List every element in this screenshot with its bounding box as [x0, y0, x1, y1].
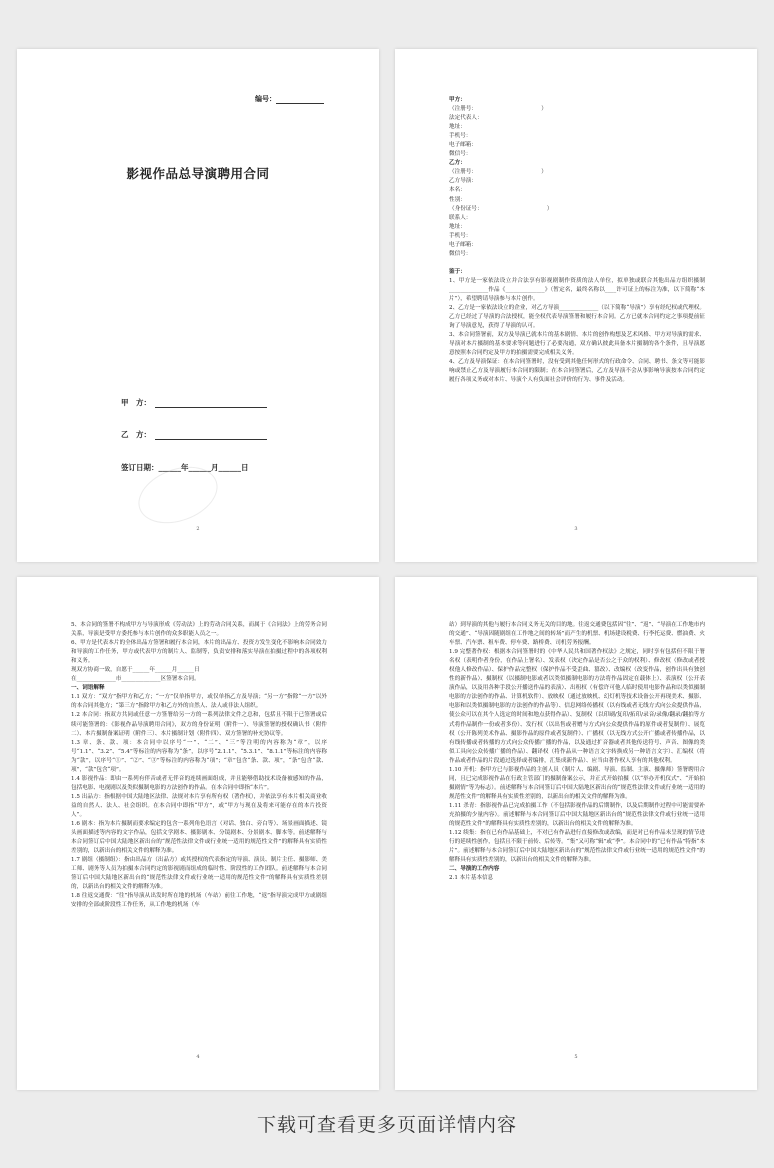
- paragraph: 电子邮箱：: [449, 142, 477, 149]
- page-number: 3: [574, 526, 578, 532]
- paragraph: 5、本合同的签署不构成甲方与导演形成《劳动法》上的劳动合同关系，而属于《合同法》上的劳务合同关系，导演是受甲方委托参与本片创作的众多职能人员之一。: [71, 622, 327, 638]
- paragraph: 1.8 往返交通费：“往”指导演从出发时所在地的机场（车站）前往工作地，“返”指导演完成甲方或剧组安排的全部或阶段性工作任务，从工作地的机场（车: [71, 893, 327, 909]
- page-text-block: [449, 621, 705, 883]
- section-heading: 一、词语解释: [71, 685, 105, 692]
- paragraph: 联系人：: [449, 214, 472, 221]
- page-text-block: [71, 621, 327, 911]
- paragraph: 1.1 双方：“双方”指甲方和乙方；“一方”仅单指甲方，或仅单指乙方及导演；“另一方”指除“一方”以外的本合同其他方；“第三方”指除甲方和乙方外的自然人、法人或非法人组织。: [71, 694, 327, 710]
- page-number: 5: [574, 1054, 578, 1060]
- paragraph: 电子邮箱：: [449, 241, 477, 248]
- paragraph: 1.10 开机：指甲方已与影视作品的主创人员（制片人、编剧、导演、监制、主演、摄像师）签署聘用合同，且已完成影视作品在行政主管部门的摄制备案公示，并正式开始拍摄（以“举办开机仪式”、“开始拍摄剧情”等为标志）。前述解释与本合同签订后中国大陆地区新出台的“规范性法律文件或行业统一适用的规范性文件”的解释具有实质性差别的，以新出台的相关文件的解释为准。: [449, 766, 705, 800]
- paragraph: 1.6 剧本：指为本片摄制而要求编定的包含一系列角色语言（对话、独白、旁白等）、场景画面描述、镜头画面描述等内容的文字作品，包括文学剧本、摄影剧本、分镜剧本、分景剧本、脚本等。前述解释与本合同签订后中国大陆地区新出台的“规范性法律文件或行业统一适用的规范性文件”的解释具有实质性差别的，以新出台的相关文件的解释为准。: [71, 821, 327, 855]
- section-heading: 二、导演的工作内容: [449, 866, 500, 873]
- paragraph: 乙方导演：: [449, 178, 477, 185]
- paragraph: 现双方协商一致，自愿于______年______月______日: [71, 667, 200, 674]
- document-page-cover: [17, 49, 379, 562]
- paragraph: 1.12 续集：指在已有作品基础上，不对已有作品进行直接修改或改编，而是对已有作品未呈现的情节进行的延续性创作，包括且不限于前传、后传等。“集”又可称“辑”或“季”。本合同中的“已有作品”特指“本片”。前述解释与本合同签订后中国大陆地区新出台的“规范性法律文件或行业统一适用的规范性文件”的解释具有实质性差别的，以新出台的相关文件的解释为准。: [449, 830, 705, 864]
- paragraph: 地址：: [449, 223, 466, 230]
- document-page-parties: [395, 49, 757, 562]
- paragraph: 1.11 杀青：指影视作品已完成拍摄工作（不包括影视作品的后期制作，以及后期制作过程中可能需要补充拍摄的少量内容）。前述解释与本合同签订后中国大陆地区新出台的“规范性法律文件或行业统一适用的规范性文件”的解释具有实质性差别的，以新出台的相关文件的解释为准。: [449, 802, 705, 828]
- download-more-caption: 下载可查看更多页面详情内容: [256, 1114, 517, 1136]
- contract-title: 影视作品总导演聘用合同: [126, 166, 270, 181]
- paragraph: 本名：: [449, 187, 466, 194]
- section-heading: 乙方：: [449, 160, 466, 167]
- paragraph: 地址：: [449, 124, 466, 131]
- paragraph: （身份证号： ）: [449, 205, 553, 212]
- party-a-signature: 甲 方：: [121, 397, 267, 408]
- page-text-block: [449, 96, 705, 385]
- paragraph: 1.4 影视作品：即由一系列有伴音或者无伴音的连续画面组成，并且能够借助技术设备被感知的作品，包括电影、电视剧以及类似摄制电影的方法创作的作品。在本合同中即指“本片”。: [71, 775, 327, 791]
- paragraph: 2、乙方是一家依法设立的企业，对乙方导演______________（以下简称“导演”）享有经纪权或代理权。乙方已经过了导演的合法授权，能全权代表导演签署和履行本合同。乙方已就本合同约定之事项提前征询了导演意见，获得了导演的认可。: [449, 305, 705, 330]
- paragraph: 微信号：: [449, 151, 472, 158]
- document-page-definitions-cont: [395, 577, 757, 1090]
- paragraph: 1.9 完整著作权：根据本合同签署时的《中华人民共和国著作权法》之规定，同时享有包括但不限于署名权（表明作者身份，在作品上署名）、发表权（决定作品是否公之于众的权利）、修改权（修改或者授权他人修改作品）、保护作品完整权（保护作品不受歪曲、篡改）、改编权（改变作品，创作出具有独创性的新作品）、摄制权（以摄制电影或者以类似摄制电影的方法将作品固定在载体上）、表演权（公开表演作品，以及用各种手段公开播送作品的表演）、出租权（有偿许可他人临时使用电影作品和以类似摄制电影的方法创作的作品、计算机软件）、放映权（通过放映机、幻灯机等技术设备公开再现美术、摄影、电影和以类似摄制电影的方法创作的作品等）、信息网络传播权（以有线或者无线方式向公众提供作品，使公众可以在其个人选定的时间和地点获得作品）、复制权（以印刷/复印/拓印/录音/录像/翻录/翻拍等方式将作品制作一份或者多份）、发行权（以出售或者赠与方式向公众提供作品的原件或者复制件）、展览权（公开陈列美术作品、摄影作品的原件或者复制件）、广播权（以无线方式公开广播或者传播作品，以有线传播或者转播的方式向公众传播广播的作品，以及通过扩音器或者其他传送符号、声音、图像的类似工具向公众传播广播的作品）、翻译权（将作品从一种语言文字转换成另一种语言文字）、汇编权（将作品或者作品的片段通过选择或者编排，汇集成新作品）、应当由著作权人享有的其他权利。: [449, 649, 705, 764]
- paragraph: （注册号： ）: [449, 106, 547, 113]
- paragraph: 法定代表人：: [449, 115, 483, 122]
- paragraph: 1.3 章、条、款、项：本合同中以序号“一”、“二”、“三”等注明的内容称为“章”，以序号“1.1”、“3.2”、“5.4”等标注的内容称为“条”，以序号“2.1.1”、“5.3.1”、“8.1.1”等标注的内容称为“款”，以序号“①”、“②”、“③”等标注的内容称为“项”；“章”包含“条、款、项”，“条”包含“款、项”，“款”包含“项”。: [71, 739, 327, 773]
- paragraph: 2.1 本片基本信息: [449, 875, 494, 882]
- paragraph: 在______________市______________区签署本合同。: [71, 676, 200, 683]
- serial-number-field: 编号：: [255, 94, 324, 104]
- paragraph: 微信号：: [449, 250, 472, 257]
- paragraph: 手机号：: [449, 133, 472, 140]
- paragraph: 4、乙方及导演保证：在本合同签署时，没有受到其他任何形式的行政命令、合同、聘书、条文等可能影响或禁止乙方及导演履行本合同的限制；在本合同签署后，乙方及导演不会从事影响导演按本合同约定履行各项义务或对本片、导演个人有负面社会评价的行为、事件及活动。: [449, 359, 705, 384]
- paragraph: 性别：: [449, 196, 466, 203]
- paragraph: 6、甲方是代表本片的全体出品方签署和履行本合同，本片的出品方、投资方发生变化不影响本合同效力和导演的工作任务，甲方或代表甲方的制片人、监制等，负责安排和落实导演在拍摄过程中的各项权利和义务。: [71, 640, 327, 665]
- paragraph: （注册号： ）: [449, 169, 547, 176]
- sign-date: 签订日期：______年______月______日: [121, 463, 249, 472]
- paragraph: 3、本合同签署前，双方及导演已就本片的基本剧情、本片的创作构想及艺术风格、甲方对导演的需求、导演对本片摄制的基本要求等问题进行了必要沟通，双方确认彼此具备本片摄制的各个条件，且导演愿意按照本合同约定及甲方的拍摄需要完成相关义务。: [449, 332, 705, 357]
- party-b-signature: 乙 方：: [121, 429, 267, 440]
- paragraph: 1.7 剧组（摄制组）：指由出品方（出品方）或其授权的代表指定的导演、演员、制片主任、摄影师、美工师、剧务等人员为拍摄本合同约定的影视剧而组成的临时性、阶段性的工作团队。前述解释与本合同签订后中国大陆地区新出台的“规范性法律文件或行业统一适用的规范性文件”的解释具有实质性差别的，以新出台的相关文件的解释为准。: [71, 857, 327, 891]
- document-page-definitions: [17, 577, 379, 1090]
- section-heading: 甲方：: [449, 97, 466, 103]
- section-heading: 鉴于：: [449, 268, 466, 275]
- paragraph-gap: [449, 259, 705, 268]
- paragraph: 手机号：: [449, 232, 472, 239]
- paragraph: 1.2 本合同：指双方共同或任意一方签署给另一方的一系列法律文件之总和，包括且不限于已签署或后续可能签署的：《影视作品导演聘用合同》，双方的身份证明（附件一）、导演签署的授权确认书（附件二）、本片摄制备案证明（附件三）、本片摄制计划（附件四）、双方签署的补充协议等。: [71, 712, 327, 737]
- paragraph: 1.5 出品方：指根据中国大陆地区法律、法规对本片享有所有权（著作权），并依法享有本片相关商业收益的自然人、法人、社会组织。在本合同中即指“甲方”，或“甲方与现在及将来可能存在的本片投资人”。: [71, 793, 327, 818]
- page-number: 4: [196, 1054, 200, 1060]
- paragraph: 站）到导演的其他与履行本合同义务无关的目的地。往返交通费包括因“往”、“返”、“导演在工作地市内的交通”、“导演因随剧组在工作地之间的转场”而产生的机票、机场建设税费、行李托运费、燃油费、火车票、汽车票、租车费、停车费、路桥费、司机劳务报酬。: [449, 622, 705, 647]
- paragraph: 1、甲方是一家依法设立并合法享有影视剧制作资质的法人单位，拟单独或联合其他出品方组织摄制______________作品《______________》（暂定名，最终名称以____许可证上的标注为准，以下简称“本片”），希望聘请导演参与本片创作。: [449, 277, 705, 302]
- page-number: 2: [196, 526, 200, 532]
